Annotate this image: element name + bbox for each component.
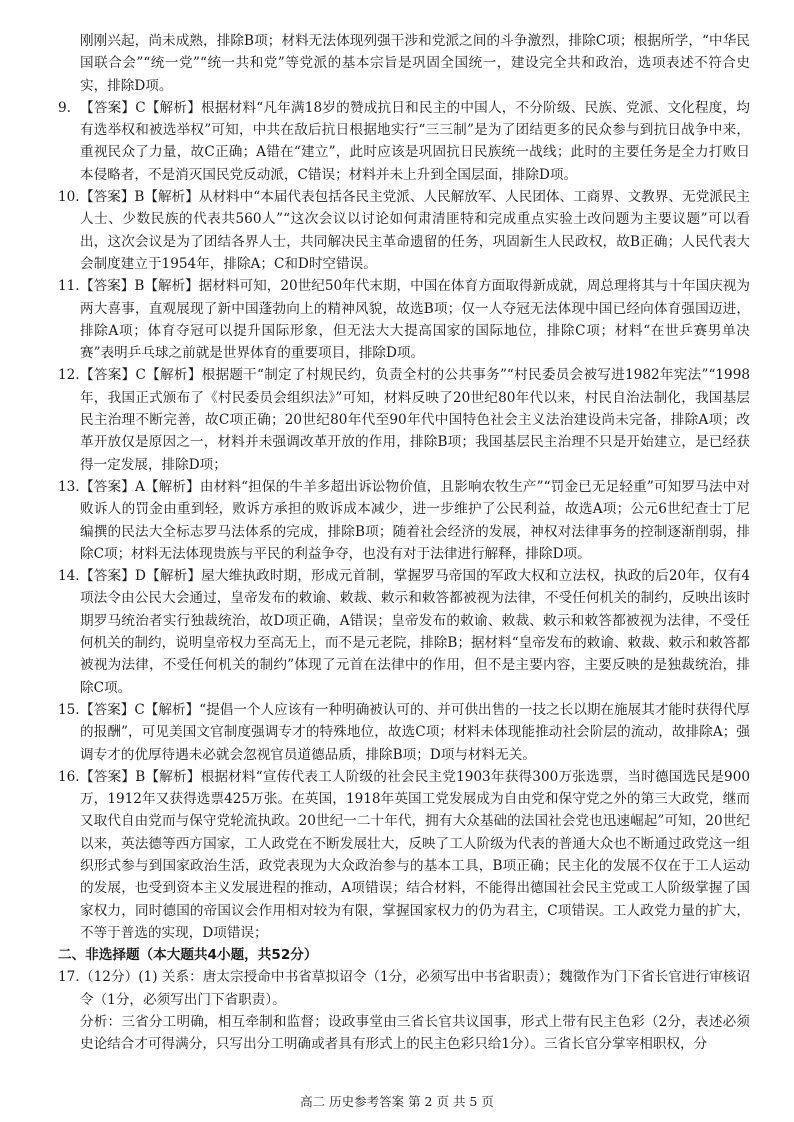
answer-item-11 <box>58 275 750 364</box>
answer-item-10 <box>58 186 750 275</box>
answer-item-15 <box>58 699 750 766</box>
answer-item-9 <box>58 97 750 186</box>
item-number: 10. <box>58 189 80 206</box>
intro-paragraph: 刚刚兴起，尚未成熟，排除B项；材料无法体现列强干涉和党派之间的斗争激烈，排除C项；根据所学，“中华民国联合会”“统一党”“统一共和党”等党派的基本宗旨是巩固全国统一，建设完全共和政治，选项表述不符合史实，排除D项。 <box>80 33 750 94</box>
page-footer: 高二 历史参考答案 第 2 页 共 5 页 <box>300 1094 494 1109</box>
item-number: 16. <box>58 768 80 785</box>
item-text: 【答案】B【解析】据材料可知，20世纪50年代末期，中国在体育方面取得新成就，周总理将其与十年国庆视为两大喜事，直观展现了新中国蓬勃向上的精神风貌，故选B项；仅一人夺冠无法体现中国已经向体育强国迈进，排除A项；体育夺冠可以提升国际形象，但无法大大提高国家的国际地位，排除C项；材料“在世乒赛男单决赛”表明乒乓球之前就是世界体育的重要项目，排除D项。 <box>80 278 750 362</box>
answer-item-16 <box>58 766 750 944</box>
analysis-paragraph: 分析：三省分工明确，相互牵制和监督；设政事堂由三省长官共议国事，形式上带有民主色彩（2分，表述必须史论结合才可得满分，只写出分工明确或者具有形式上的民主色彩只给1分）。三省长官分掌宰相职权，分 <box>80 1014 750 1053</box>
section-title: 二、非选择题（本大题共4小题，共52分） <box>58 947 318 964</box>
item-text: 【答案】C【解析】根据材料“凡年满18岁的赞成抗日和民主的中国人，不分阶级、民族、党派、文化程度，均有选举权和被选举权”可知，中共在敌后抗日根据地实行“三三制”是为了团结更多的民众参与到抗日战争中来，重视民众了力量，故C正确；A错在“建立”，此时应该是巩固抗日民族统一战线；此时的主要任务是全力打败日本侵略者，不是消灭国民党反动派，C错误；材料并未上升到全国层面，排除D项。 <box>80 99 750 183</box>
item-text: 【答案】B【解析】根据材料“宣传代表工人阶级的社会民主党1903年获得300万张选票，当时德国选民是900万，1912年又获得选票425万张。在英国，1918年英国工党发展成为自由党和保守党之外的第三大政党，继而又取代自由党而与保守党轮流执政。20世纪一二十年代，拥有大众基础的法国社会党也迅速崛起”可知，20世纪以来，英法德等西方国家，工人政党在不断发展壮大，反映了工人阶级为代表的普通大众也不断通过政党这一组织形式参与到国家政治生活，政党表现为大众政治参与的基本工具，B项正确；民主化的发展不仅在于工人运动的发展，也受到资本主义发展进程的推动，A项错误；结合材料，不能得出德国社会民主党或工人阶级掌握了国家权力，同时德国的帝国议会作用相对较为有限，掌握国家权力的仍为君主，C项错误。工人政党力量的扩大，不等于普选的实现，D项错误； <box>80 768 750 941</box>
answer-item-13 <box>58 476 750 565</box>
item-text: 【答案】C【解析】“提倡一个人应该有一种明确被认可的、并可供出售的一技之长以期在施展其才能时获得代厚的报酬”，可见美国文官制度强调专才的特殊地位，故选C项；材料未体现能推动社会阶层的流动，故排除A；强调专才的优厚待遇未必就会忽视官员道德品质，排除B项；D项与材料无关。 <box>80 701 750 763</box>
answer-item-12 <box>58 364 750 475</box>
item-number: 9. <box>58 99 71 116</box>
item-number: 12. <box>58 367 80 384</box>
item-number: 17. <box>58 969 80 986</box>
item-text: 【答案】D【解析】屋大维执政时期，形成元首制，掌握罗马帝国的军政大权和立法权，执政的后20年，仅有4项法令由公民大会通过，皇帝发布的敕谕、敕裁、敕示和敕答都被视为法律，不受任何机关的制约，反映出该时期罗马统治者实行独裁统治，故D项正确，A错误；皇帝发布的敕谕、敕裁、敕示和敕答都被视为法律，不受任何机关的制约，说明皇帝权力至高无上，而不是元老院，排除B；据材料“皇帝发布的敕谕、敕裁、敕示和敕答都被视为法律，不受任何机关的制约”体现了元首在法律中的作用，但不是主要内容，主要反映的是独裁统治，排除C项。 <box>80 568 750 696</box>
item-number: 11. <box>58 278 80 295</box>
item-text: 【答案】A【解析】由材料“担保的牛羊多超出诉讼物价值，且影响农牧生产”“罚金已无足轻重”可知罗马法中对败诉人的罚金由重到轻，败诉方承担的败诉成本减少，进一步维护了公民利益，故选A项；公元6世纪查士丁尼编撰的民法大全标志罗马法体系的完成，排除B项；随着社会经济的发展，神权对法律事务的控制逐渐削弱，排除C项；材料无法体现贵族与平民的利益争夺，也没有对于法律进行解释，排除D项。 <box>80 478 750 562</box>
item-number: 15. <box>58 701 80 718</box>
item-text: 【答案】C【解析】根据题干“制定了村规民约，负责全村的公共事务”“村民委员会被写进1982年宪法”“1998年，我国正式颁布了《村民委员会组织法》”可知，材料反映了20世纪80年代以来，村民自治法制化，我国基层民主治理不断完善，故C项正确；20世纪80年代至90年代中国特色社会主义法治建设尚未完备，排除A项；改革开放仅是原因之一，材料并未强调改革开放的作用，排除B项；我国基层民主治理不只是开始建立，是已经获得一定发展，排除D项； <box>80 367 750 473</box>
item-text: （12分）(1) 关系：唐太宗授命中书省草拟诏令（1分，必须写出中书省职责）；魏徵作为门下省长官进行审核诏令（1分，必须写出门下省职责）。 <box>80 969 750 1008</box>
item-number: 14. <box>58 568 80 585</box>
answer-item-14 <box>58 565 750 699</box>
answer-item-17 <box>58 966 750 1011</box>
item-text: 【答案】B【解析】从材料中“本届代表包括各民主党派、人民解放军、人民团体、工商界、文教界、无党派民主人士、少数民族的代表共560人”“这次会议以讨论如何肃清匪特和完成重点实验土改问题为主要议题”可以看出，这次会议是为了团结各界人士，共同解决民主革命遗留的任务，巩固新生人民政权，故B正确；人民代表大会制度建立于1954年，排除A；C和D时空错误。 <box>80 189 750 272</box>
item-number: 13. <box>58 478 80 495</box>
